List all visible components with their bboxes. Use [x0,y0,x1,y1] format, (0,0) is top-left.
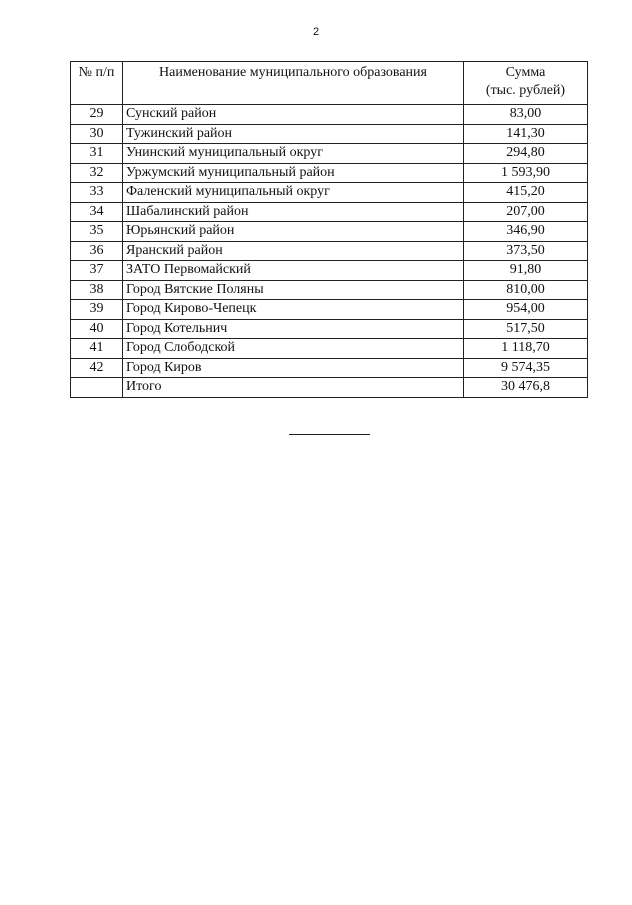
table-row [71,261,588,281]
row-num: 40 [71,319,123,339]
table-row [71,300,588,320]
row-sum: 517,50 [464,319,588,339]
total-label: Итого [123,378,464,398]
allocation-table [70,61,588,398]
row-num: 29 [71,105,123,125]
row-sum: 207,00 [464,202,588,222]
table-row [71,358,588,378]
table-row [71,124,588,144]
row-name: Тужинский район [123,124,464,144]
row-num: 36 [71,241,123,261]
row-num: 38 [71,280,123,300]
header-sum [464,62,588,105]
row-sum: 954,00 [464,300,588,320]
total-num [71,378,123,398]
row-num: 39 [71,300,123,320]
table-row [71,222,588,242]
table-row [71,280,588,300]
table-row [71,202,588,222]
table-row [71,319,588,339]
row-sum: 810,00 [464,280,588,300]
table-row [71,144,588,164]
total-sum: 30 476,8 [464,378,588,398]
header-name: Наименование муниципального образования [123,62,464,105]
row-sum: 346,90 [464,222,588,242]
header-sum-line2: (тыс. рублей) [485,83,566,98]
row-num: 34 [71,202,123,222]
row-num: 37 [71,261,123,281]
row-num: 42 [71,358,123,378]
row-sum: 294,80 [464,144,588,164]
row-name: Шабалинский район [123,202,464,222]
row-sum: 91,80 [464,261,588,281]
table-row [71,241,588,261]
row-name: Город Вятские Поляны [123,280,464,300]
header-sum-line1: Сумма [505,65,546,80]
row-name: Уржумский муниципальный район [123,163,464,183]
row-num: 30 [71,124,123,144]
row-name: Город Киров [123,358,464,378]
row-sum: 1 118,70 [464,339,588,359]
row-num: 41 [71,339,123,359]
row-num: 35 [71,222,123,242]
row-num: 33 [71,183,123,203]
closing-line [289,434,370,435]
row-name: Город Слободской [123,339,464,359]
row-sum: 141,30 [464,124,588,144]
row-sum: 9 574,35 [464,358,588,378]
table-row [71,105,588,125]
row-num: 31 [71,144,123,164]
row-name: Фаленский муниципальный округ [123,183,464,203]
page-number: 2 [312,26,320,38]
row-name: Город Котельнич [123,319,464,339]
row-sum: 415,20 [464,183,588,203]
row-name: Унинский муниципальный округ [123,144,464,164]
table-row [71,339,588,359]
table-header-row [71,62,588,105]
table-row [71,183,588,203]
row-sum: 83,00 [464,105,588,125]
row-name: Яранский район [123,241,464,261]
row-sum: 373,50 [464,241,588,261]
row-num: 32 [71,163,123,183]
row-name: Юрьянский район [123,222,464,242]
header-num: № п/п [71,62,123,105]
row-name: Сунский район [123,105,464,125]
row-name: ЗАТО Первомайский [123,261,464,281]
row-name: Город Кирово-Чепецк [123,300,464,320]
row-sum: 1 593,90 [464,163,588,183]
table-row [71,163,588,183]
table-total-row [71,378,588,398]
